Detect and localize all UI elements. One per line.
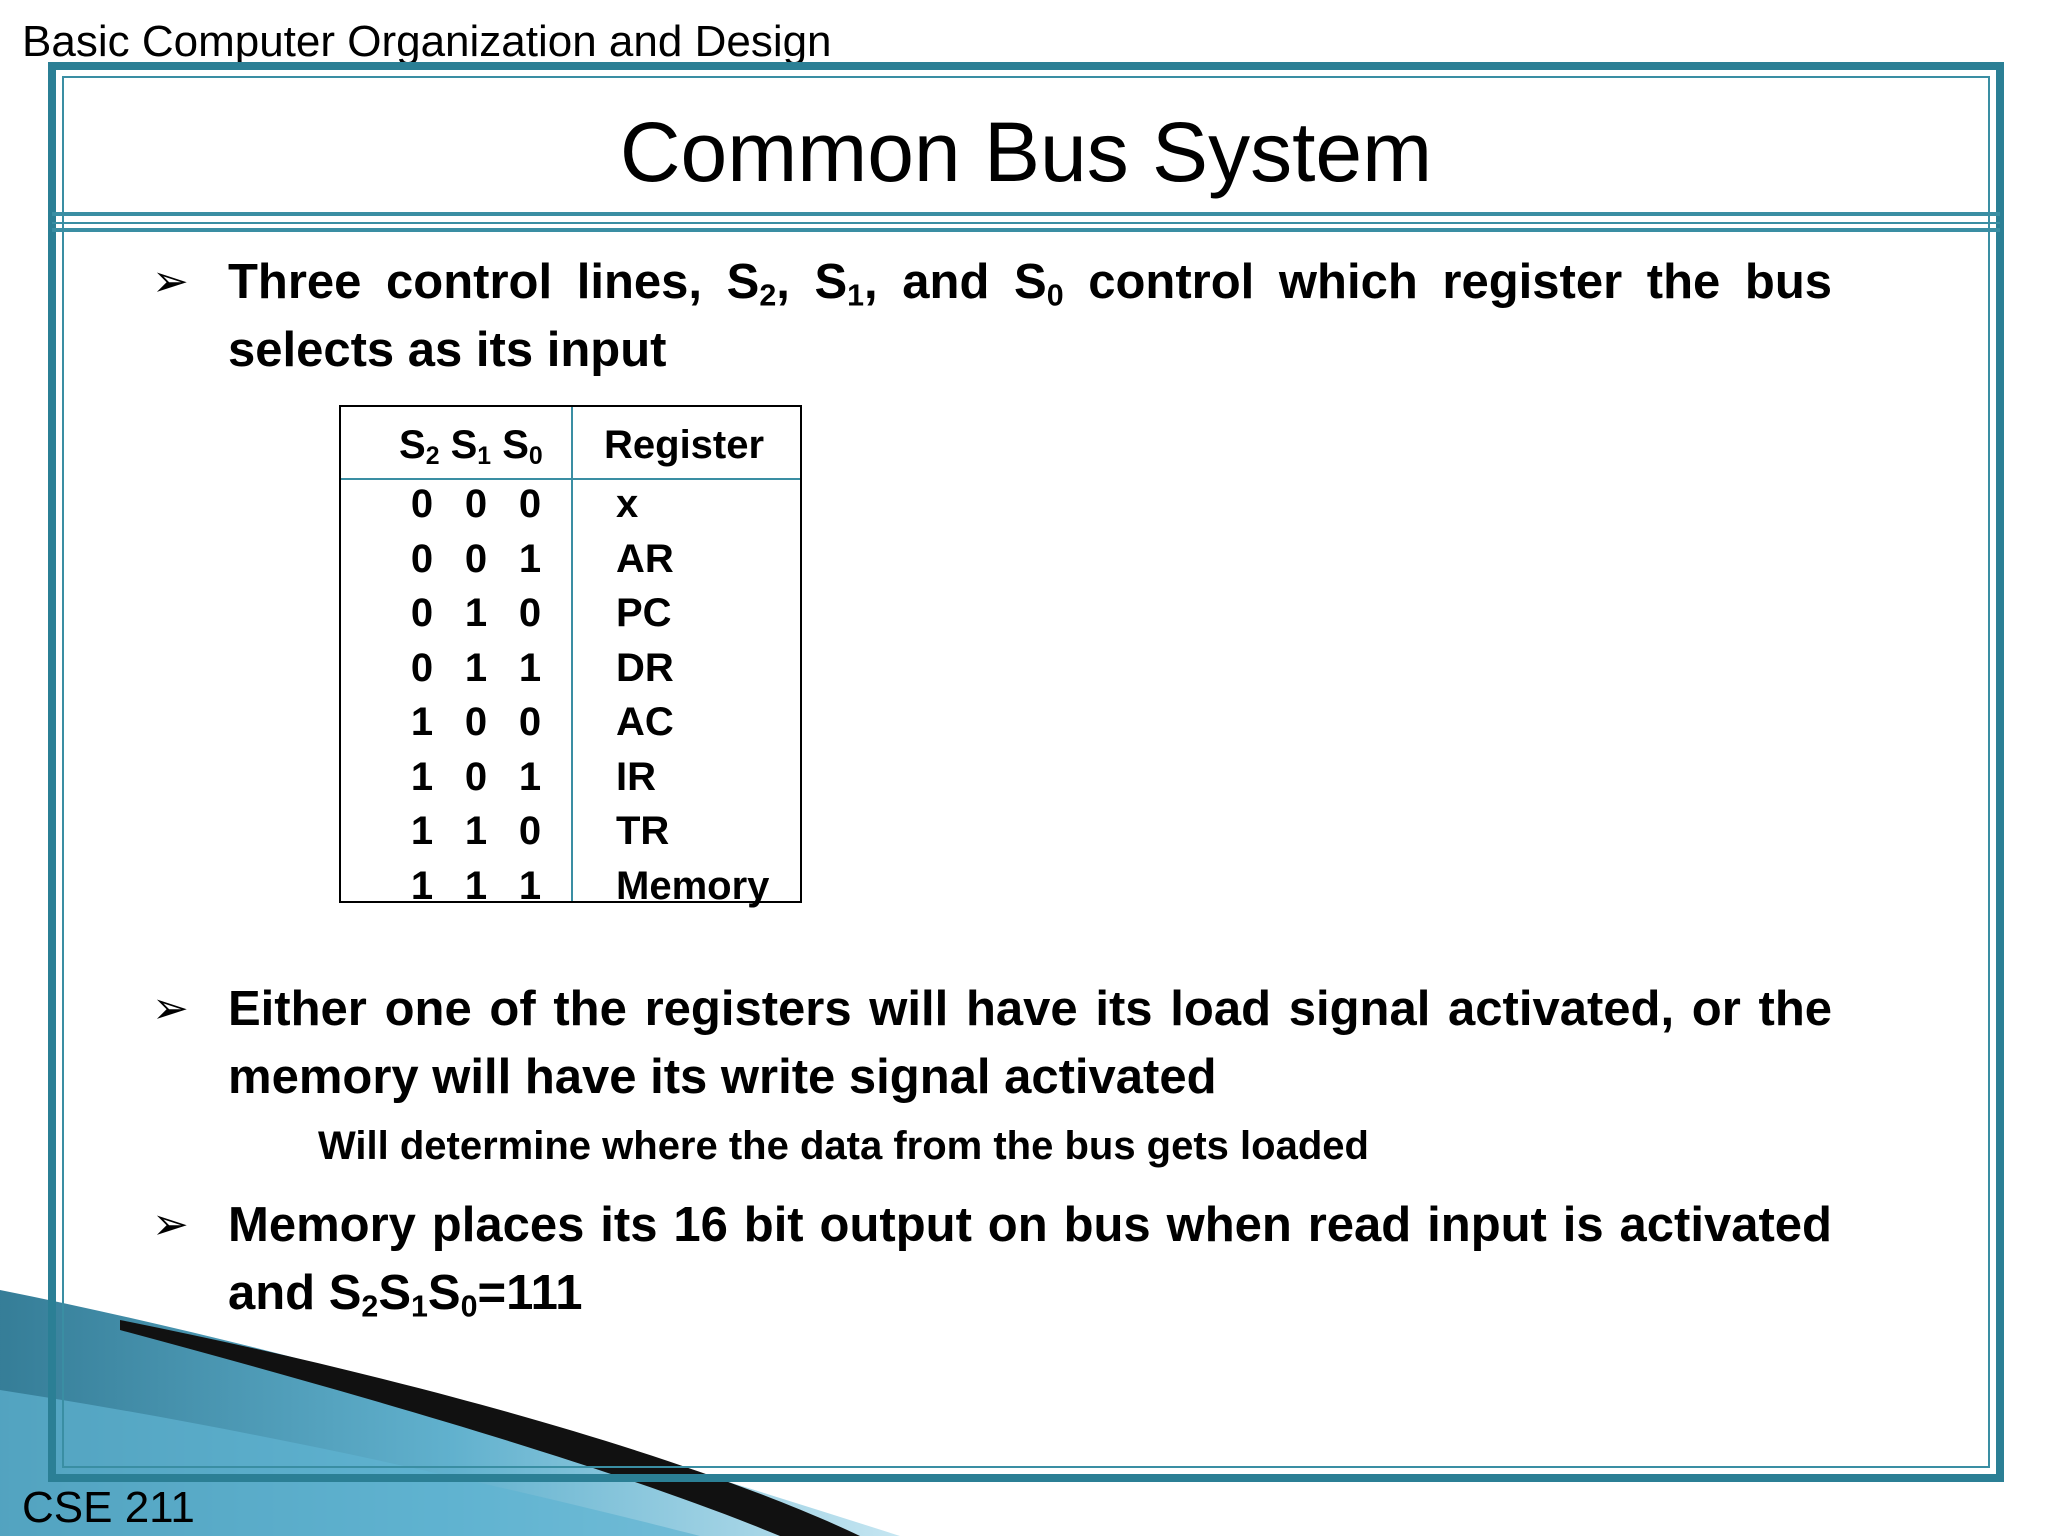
bullet-control-lines xyxy=(152,248,1832,384)
bullet-arrow-icon: ➢ xyxy=(152,984,189,1033)
bullet-text: Memory places its 16 bit output on bus when read input is activated and $S_2S_1S_0=111$ xyxy=(228,1198,1832,1324)
table-row: 0 1 0 PC xyxy=(410,591,672,635)
table-row: 1 1 0 TR xyxy=(410,809,670,853)
table-row: 1 0 0 AC xyxy=(410,700,674,744)
title-divider-lower xyxy=(52,228,2000,232)
bullet-arrow-icon: ➢ xyxy=(152,257,189,306)
bullet-load-signal xyxy=(152,975,1832,1111)
table-header-register: Register xyxy=(604,423,765,467)
course-title-header: Basic Computer Organization and Design xyxy=(22,17,832,66)
bullet-memory-output xyxy=(152,1191,1832,1327)
sub-note: Will determine where the data from the bus gets loaded xyxy=(318,1124,1369,1168)
title-divider xyxy=(52,212,2000,216)
table-row: 1 0 1 IR xyxy=(410,754,656,799)
table-row: 0 0 0 x xyxy=(410,482,639,526)
register-select-table xyxy=(339,405,802,908)
table-row: 0 1 1 DR xyxy=(410,645,674,690)
bullet-arrow-icon: ➢ xyxy=(152,1200,189,1249)
title-divider-thin xyxy=(52,222,2000,224)
slide-title: Common Bus System xyxy=(619,105,1433,199)
bullet-text: Three control lines, $S_2$, $S_1$, and $S_0$ control which register the bus selects as its input xyxy=(228,255,1832,377)
table-body xyxy=(341,477,800,913)
bullet-text: Either one of the registers will have its load signal activated, or the memory will have its write signal activated xyxy=(228,982,1832,1104)
course-code-footer: CSE 211 xyxy=(22,1483,195,1532)
table-row: 0 0 1 AR xyxy=(410,536,674,581)
table-header-select-lines: $S_2$ $S_1$ $S_0$ xyxy=(399,423,543,471)
table-row: 1 1 1 Memory xyxy=(410,863,770,908)
